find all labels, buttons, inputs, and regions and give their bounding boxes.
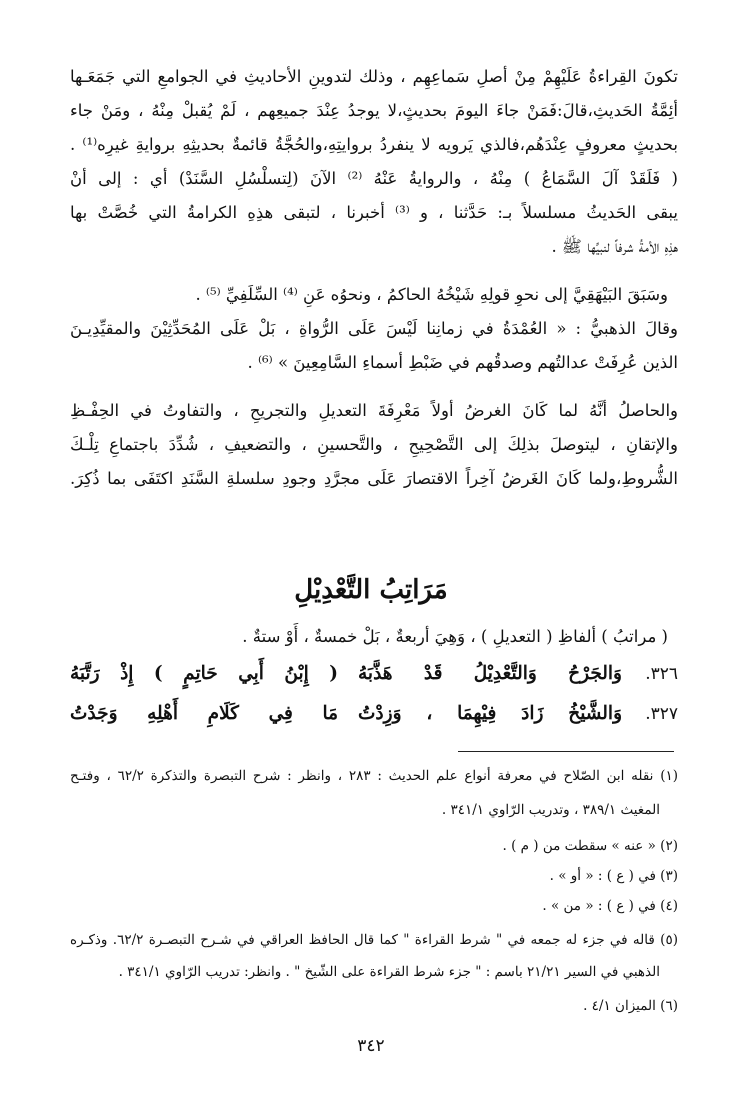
footnote: الذهبي في السير ٢١/٢١ باسم : " جزء شرط القراءة على الشّيخ " . وانظر: تدريب الرّاوي ٣٤١/١ .	[118, 964, 660, 980]
body-line: الشُّروطِ،ولما كَانَ الغَرضُ آخِراً الاقتصارَ عَلَى مجرَّدِ وجودِ سلسلةِ السَّنَدِ اكتَفَى بما ذُكِرَ.	[70, 469, 678, 488]
verse-second-hemistich: ( إِبْنُ أَبِي حَاتِمٍ ) إِذْ رَتَّبَهُ	[70, 663, 338, 684]
body-line: والحاصلُ أنَّهُ لما كَانَ الغرضُ أولاً مَعْرِفَةَ التعديلِ والتجريحِ ، والتفاوتُ في الحِفْـظِ	[70, 401, 678, 420]
verse-first-hemistich: وَالشَّيْخُ زَادَ فِيْهِمَا ، وَزِدْتُ	[358, 703, 622, 724]
footnote: (٦) الميزان ٤/١ .	[583, 998, 678, 1014]
body-line: وقالَ الذهبيُّ : « العُمْدَةُ في زمانِنا لَيْسَ عَلَى الرُّواةِ ، بَلْ عَلَى المُحَدِّثِيْنَ والمقيِّدِيـنَ	[70, 319, 678, 338]
body-line: يبقى الحَديثُ مسلسلاً بـ: حَدَّثنا ، و ⁽³⁾ أخبرنا ، لتبقى هذِهِ الكرامةُ التي خُصَّتْ بها	[70, 203, 678, 222]
body-line: والإتقانِ ، ليتوصلَ بذلِكَ إلى التَّصْحِيحِ ، والتَّحسينِ ، والتضعيفِ ، شُدِّدَ باجتماعِ تِلْـكَ	[70, 435, 678, 454]
body-line: بحديثٍ معروفٍ عِنْدَهُم،فالذي يَرويه لا ينفردُ بروايتِهِ،والحُجَّةُ قائمةٌ بحديثِهِ بروايةِ غيرِه⁽¹⁾ .	[70, 135, 678, 154]
body-line: هذِهِ الأمةُ شرفاً لنبيِّها ﷺ .	[551, 237, 678, 256]
page-number: ٣٤٢	[357, 1036, 385, 1056]
footnote: المغيث ٣٨٩/١ ، وتدريب الرّاوي ٣٤١/١ .	[441, 802, 660, 818]
verse-line	[70, 656, 678, 692]
verse-line	[70, 696, 678, 732]
body-line: أئِمَّةُ الحَديثِ،قالَ:فَمَنْ جاءَ اليومَ بحديثٍ،لا يوجدُ عِنْدَ جميعِهم ، لَمْ يُقبلْ مِنْهُ ، ومَنْ جاء	[70, 101, 678, 120]
footnote: (٤) في ( ع ) : « من » .	[542, 898, 678, 914]
section-heading: مَرَاتِبُ التَّعْدِيْلِ	[294, 575, 448, 605]
verse-number: ٣٢٧.	[645, 704, 678, 724]
footnote: (٢) « عنه » سقطت من ( م ) .	[502, 838, 678, 854]
body-line: تكونَ القِراءةُ عَلَيْهِمْ مِنْ أصلِ سَماعِهِم ، وذلك لتدوينِ الأحاديثِ في الجوامعِ التي جَمَعَـها	[70, 67, 678, 86]
footnote: (٣) في ( ع ) : « أو » .	[549, 868, 678, 884]
footnote: (١) نقله ابن الصّلاح في معرفة أنواع علم الحديث : ٢٨٣ ، وانظر : شرح التبصرة والتذكرة ٦٢/٢ ، وفتـح	[70, 768, 678, 784]
verse-first-hemistich: وَالجَرْحُ وَالتَّعْدِيْلُ قَدْ هَذَّبَهُ	[358, 663, 622, 684]
intro-line: ( مراتبُ ) ألفاظِ ( التعديلِ ) ، وَهِيَ أربعةٌ ، بَلْ خمسةٌ ، أَوْ ستةٌ .	[242, 627, 668, 646]
body-line: وسَبَقَ البَيْهَقِيَّ إلى نحوِ قولِهِ شَيْخُهُ الحاكمُ ، ونحوُه عَنِ ⁽⁴⁾ السِّلَفِيِّ ⁽⁵⁾ .	[195, 285, 668, 304]
verse-number: ٣٢٦.	[645, 664, 678, 684]
footnote: (٥) قاله في جزء له جمعه في " شرط القراءة " كما قال الحافظ العراقي في شـرح التبصـرة ٦٢/٢. وذكـره	[70, 932, 678, 948]
footnote-divider	[458, 751, 674, 752]
verse-second-hemistich: مَا فِي كَلَامِ أَهْلِهِ وَجَدْتُ	[70, 703, 338, 724]
body-line: ( فَلَقَدْ آلَ السَّمَاعُ ) مِنْهُ ، والروايةُ عَنْهُ ⁽²⁾ الآنَ (لِتسلْسُلِ السَّنَدْ) أي : إلى أنْ	[70, 169, 678, 188]
body-line: الذين عُرِفَتْ عدالتُهم وصدقُهم في ضَبْطِ أسماءِ السَّامِعِينَ » ⁽⁶⁾ .	[247, 353, 678, 372]
